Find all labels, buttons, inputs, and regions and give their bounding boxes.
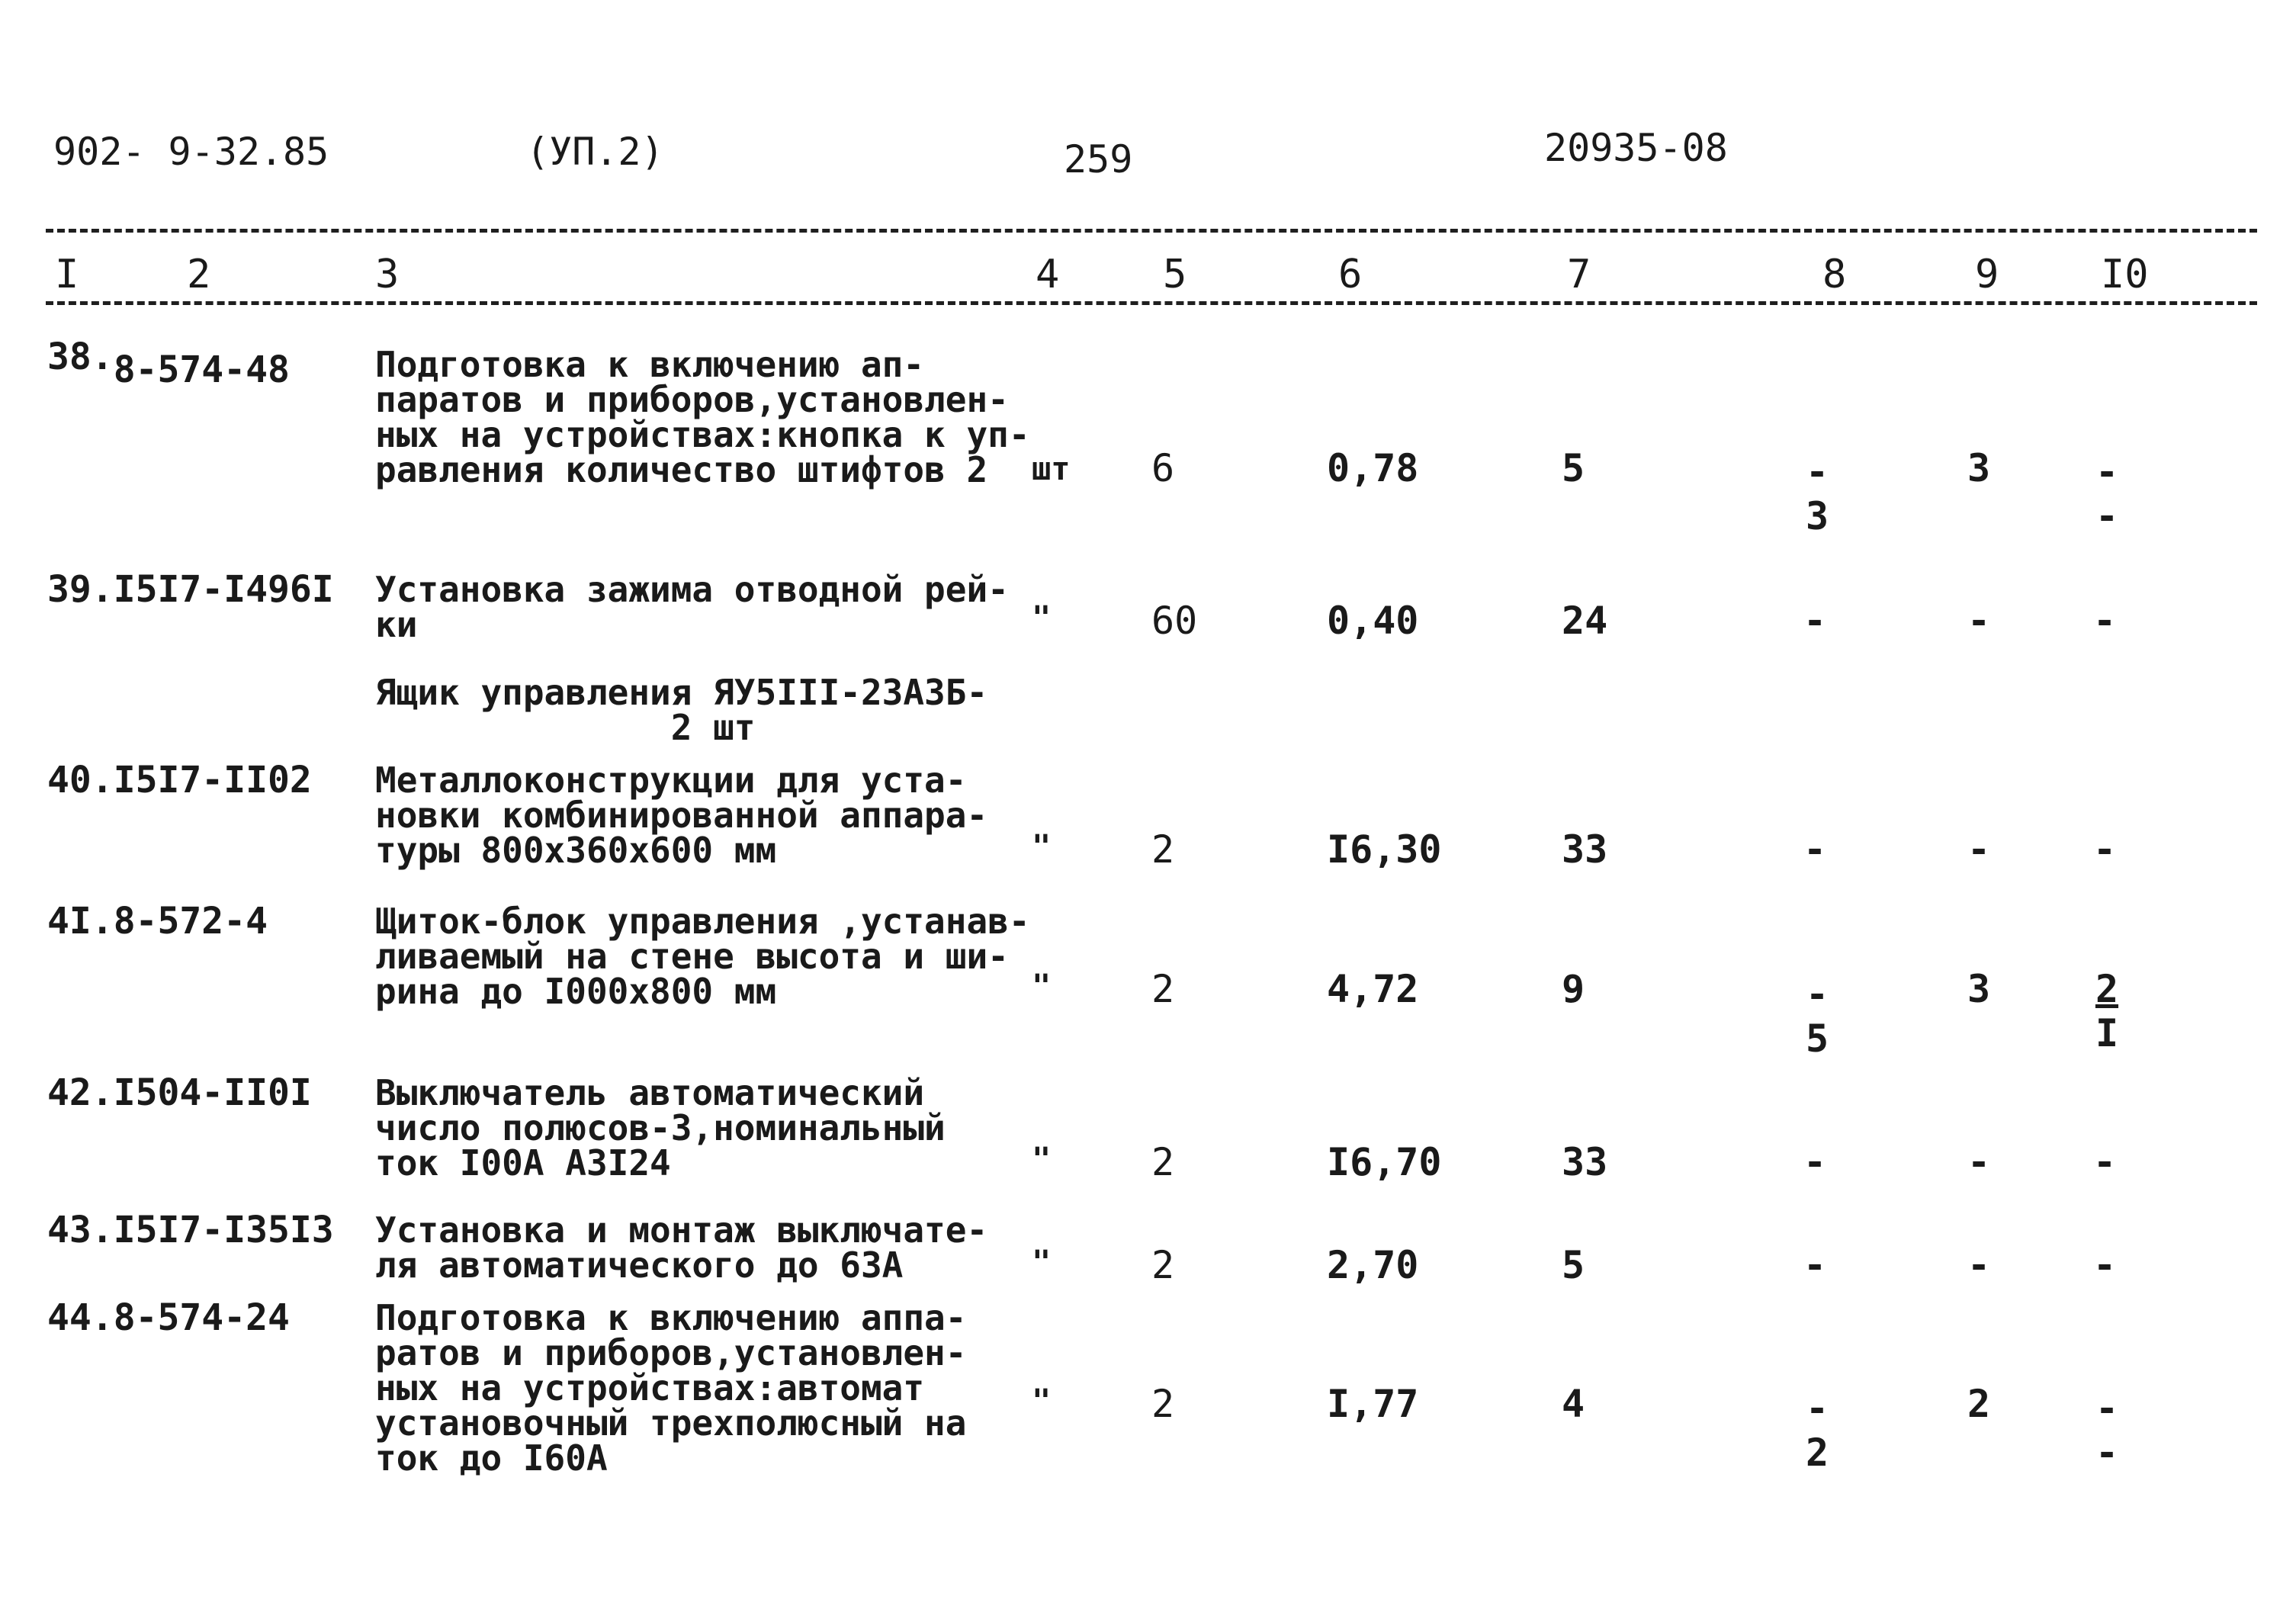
- row-col8: [1803, 1386, 1831, 1475]
- page-number: 259: [1064, 137, 1133, 181]
- col8-top: -: [1805, 450, 1829, 494]
- row-code: 8-574-24: [113, 1296, 290, 1339]
- col8-bottom: 5: [1805, 1017, 1829, 1061]
- row-col9: 3: [1967, 446, 1991, 490]
- row-col6: 2,70: [1327, 1243, 1419, 1287]
- row-unit: ": [1032, 967, 1052, 1004]
- row-qty: 2: [1151, 827, 1175, 872]
- row-qty: 6: [1151, 446, 1175, 490]
- col10-top: -: [2095, 450, 2119, 494]
- row-number: 38.: [47, 336, 114, 378]
- row-col6: 0,40: [1327, 599, 1419, 643]
- row-col10: -: [2093, 827, 2117, 872]
- row-col7: 33: [1562, 827, 1608, 872]
- row-code: I504-II0I: [113, 1071, 312, 1114]
- col-8: 8: [1822, 252, 1847, 297]
- row-col7: 9: [1562, 967, 1585, 1011]
- row-code: 8-572-4: [113, 900, 268, 943]
- row-col9: -: [1967, 827, 1991, 872]
- row-description: Установка и монтаж выключате- ля автоматического до 63А: [375, 1209, 988, 1286]
- row-col9: -: [1967, 1243, 1991, 1287]
- row-description: Установка зажима отводной рей- ки: [375, 569, 1009, 645]
- row-unit: ": [1032, 1140, 1052, 1177]
- row-code: I5I7-I35I3: [113, 1209, 334, 1251]
- section-label: (УП.2): [526, 130, 664, 174]
- row-col6: I,77: [1327, 1382, 1419, 1426]
- row-col6: I6,30: [1327, 827, 1442, 872]
- col8-bottom: 3: [1805, 494, 1829, 538]
- row-col8: -: [1803, 1140, 1827, 1184]
- row-col7: 5: [1562, 446, 1585, 490]
- row-number: 4I.: [47, 900, 114, 943]
- header-rule: [46, 301, 2257, 305]
- row-number: 43.: [47, 1209, 114, 1251]
- archive-number: 20935-08: [1544, 126, 1728, 170]
- col10-bottom: I: [2095, 1011, 2119, 1055]
- row-number: 44.: [47, 1296, 114, 1339]
- row-unit: ": [1032, 827, 1052, 865]
- row-col8: -: [1803, 599, 1827, 643]
- row-code: I5I7-I496I: [113, 568, 334, 611]
- col-6: 6: [1338, 252, 1363, 297]
- row-code: 8-574-48: [113, 348, 290, 391]
- row-description: Щиток-блок управления ,устанав- ливаемый на стене высота и ши- рина до I000х800 мм: [375, 901, 1030, 1012]
- col-9: 9: [1975, 252, 1999, 297]
- row-col9: 3: [1967, 967, 1991, 1011]
- row-col6: 0,78: [1327, 446, 1419, 490]
- row-unit: ": [1032, 1243, 1052, 1280]
- row-col8: [1803, 972, 1831, 1061]
- top-rule: [46, 229, 2257, 233]
- row-description: Выключатель автоматический число полюсов-3,номинальный ток I00А А3I24: [375, 1072, 946, 1184]
- row-col8: -: [1803, 827, 1827, 872]
- col-1: I: [55, 252, 79, 297]
- col8-top: -: [1805, 972, 1829, 1017]
- col-5: 5: [1163, 252, 1187, 297]
- row-description: Подготовка к включению аппа- ратов и приборов,установлен- ных на устройствах:автомат установочный трехполюсный на ток до I60А: [375, 1297, 967, 1479]
- row-qty: 2: [1151, 1140, 1175, 1184]
- row-col7: 5: [1562, 1243, 1585, 1287]
- row-col10: [2093, 450, 2121, 538]
- row-col8: [1803, 450, 1831, 538]
- col-7: 7: [1567, 252, 1591, 297]
- col10-top: -: [2095, 1386, 2119, 1431]
- row-qty: 2: [1151, 967, 1175, 1011]
- row-col9: -: [1967, 599, 1991, 643]
- row-col6: 4,72: [1327, 967, 1419, 1011]
- col-3: 3: [375, 252, 400, 297]
- row-qty: 2: [1151, 1382, 1175, 1426]
- row-code: I5I7-II02: [113, 759, 312, 801]
- col10-bottom: -: [2095, 494, 2119, 538]
- row-col7: 24: [1562, 599, 1608, 643]
- row-col7: 33: [1562, 1140, 1608, 1184]
- row-col7: 4: [1562, 1382, 1585, 1426]
- row-qty: 60: [1151, 599, 1198, 643]
- col10-bottom: -: [2095, 1431, 2119, 1475]
- col8-bottom: 2: [1805, 1431, 1829, 1475]
- row-col8: -: [1803, 1243, 1827, 1287]
- col-10: I0: [2101, 252, 2149, 297]
- col-2: 2: [187, 252, 211, 297]
- doc-code: 902- 9-32.85: [53, 130, 329, 174]
- col8-top: -: [1805, 1386, 1829, 1431]
- col10-top: 2: [2095, 967, 2119, 1011]
- row-col10: -: [2093, 1140, 2117, 1184]
- row-description: Ящик управления ЯУ5III-23А3Б- 2 шт: [375, 672, 988, 748]
- row-number: 42.: [47, 1071, 114, 1114]
- row-description: Металлоконструкции для уста- новки комбинированной аппара- туры 800х360х600 мм: [375, 760, 988, 871]
- row-number: 39.: [47, 568, 114, 611]
- row-unit: шт: [1032, 450, 1071, 487]
- row-qty: 2: [1151, 1243, 1175, 1287]
- row-col10: -: [2093, 1243, 2117, 1287]
- row-unit: ": [1032, 599, 1052, 636]
- row-col6: I6,70: [1327, 1140, 1442, 1184]
- row-col10: -: [2093, 599, 2117, 643]
- row-description: Подготовка к включению ап- паратов и приборов,установлен- ных на устройствах:кнопка к уп- равления количество штифтов 2: [375, 344, 1030, 490]
- col-4: 4: [1036, 252, 1060, 297]
- row-col9: 2: [1967, 1382, 1991, 1426]
- row-number: 40.: [47, 759, 114, 801]
- row-unit: ": [1032, 1382, 1052, 1419]
- row-col10: [2093, 1386, 2121, 1475]
- row-col10: [2093, 967, 2121, 1055]
- row-col9: -: [1967, 1140, 1991, 1184]
